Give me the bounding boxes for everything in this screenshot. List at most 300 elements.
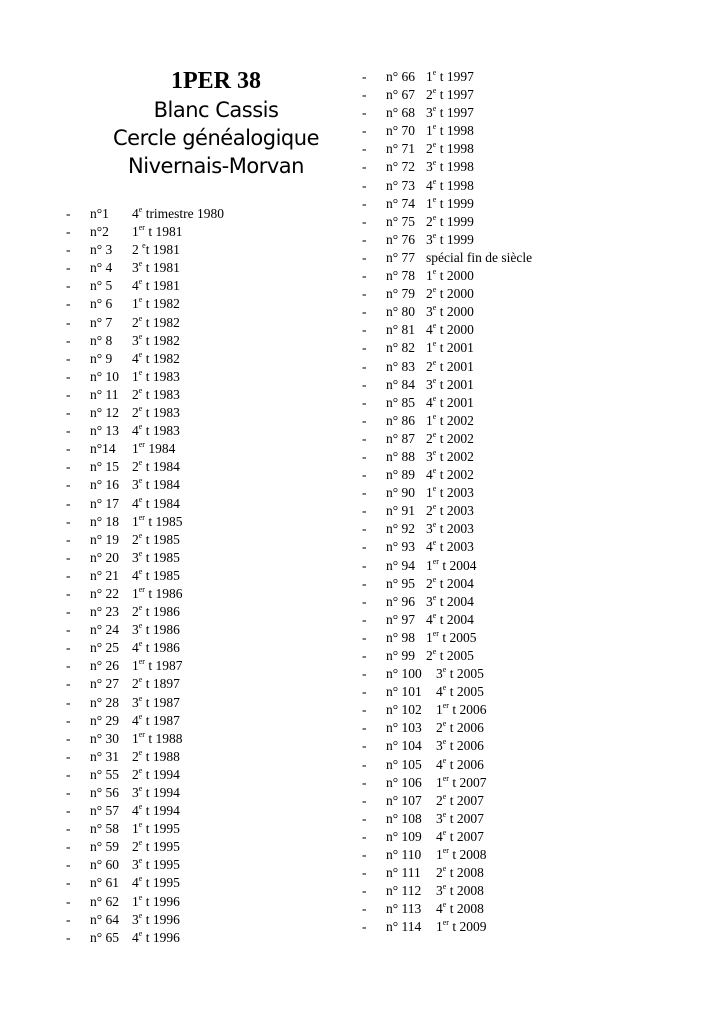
- issue-period: [132, 259, 180, 277]
- ordinal-suffix: e: [138, 566, 143, 576]
- period-text: t 2002: [436, 467, 474, 483]
- ordinal-suffix: e: [138, 259, 143, 269]
- period-text: 1: [132, 224, 139, 240]
- list-bullet: -: [362, 195, 367, 211]
- period-text: 2: [132, 405, 139, 421]
- ordinal-suffix: e: [432, 411, 437, 421]
- issue-number: n° 112: [386, 883, 422, 899]
- list-bullet: -: [362, 828, 367, 844]
- issue-period: [426, 557, 476, 575]
- list-bullet: -: [66, 405, 71, 421]
- issue-number: n° 57: [90, 803, 120, 819]
- list-bullet: -: [362, 231, 367, 247]
- issue-number: n° 75: [386, 213, 416, 229]
- period-text: 1: [426, 195, 433, 211]
- period-text: t 1986: [142, 640, 180, 656]
- ordinal-suffix: e: [138, 404, 143, 414]
- period-text: t 1987: [142, 694, 180, 710]
- period-text: 2: [132, 242, 143, 258]
- period-text: t 1998: [436, 141, 474, 157]
- period-text: t 1983: [142, 405, 180, 421]
- period-text: 2: [132, 386, 139, 402]
- period-text: t 2001: [436, 358, 474, 374]
- ordinal-suffix: e: [138, 331, 143, 341]
- list-bullet: -: [66, 658, 71, 674]
- period-text: 4: [426, 467, 433, 483]
- issue-period: [426, 575, 474, 593]
- ordinal-suffix: er: [138, 223, 145, 233]
- list-bullet: -: [66, 423, 71, 439]
- ordinal-suffix: e: [432, 321, 437, 331]
- issue-period: [436, 864, 484, 882]
- ordinal-suffix: e: [432, 375, 437, 385]
- issue-period: [132, 495, 180, 513]
- list-bullet: -: [66, 803, 71, 819]
- issue-number: n° 65: [90, 929, 120, 945]
- period-text: 4: [436, 901, 443, 917]
- period-text: t 1998: [436, 177, 474, 193]
- issue-number: n° 81: [386, 322, 416, 338]
- issue-period: [132, 893, 180, 911]
- issue-period: [436, 737, 484, 755]
- period-text: 2: [132, 459, 139, 475]
- list-bullet: -: [66, 549, 71, 565]
- issue-number: n° 93: [386, 539, 416, 555]
- issue-number: n° 61: [90, 875, 120, 891]
- issue-period: [132, 675, 180, 693]
- issue-number: n° 88: [386, 448, 416, 464]
- issue-number: n° 99: [386, 648, 416, 663]
- issue-number: n° 73: [386, 177, 416, 193]
- list-bullet: -: [362, 539, 367, 555]
- issue-period: [426, 394, 474, 412]
- ordinal-suffix: e: [432, 339, 437, 349]
- issue-number: n° 71: [386, 141, 416, 157]
- issue-number: n° 95: [386, 575, 416, 591]
- issue-period: [426, 177, 474, 195]
- issue-period: [426, 303, 474, 321]
- ordinal-suffix: er: [442, 701, 449, 711]
- period-text: t 1995: [142, 875, 180, 891]
- list-bullet: -: [66, 766, 71, 782]
- period-text: 3: [436, 666, 443, 682]
- list-bullet: -: [66, 712, 71, 728]
- issue-number: n° 105: [386, 756, 422, 772]
- list-bullet: -: [66, 694, 71, 710]
- issue-number: n° 21: [90, 567, 120, 583]
- issue-number: n° 17: [90, 495, 120, 511]
- issue-period: [436, 882, 484, 900]
- period-text: 1: [436, 919, 443, 935]
- period-text: 1: [426, 69, 433, 84]
- issue-period: [436, 774, 486, 792]
- period-text: 3: [426, 593, 433, 609]
- period-text: 3: [132, 332, 139, 348]
- issue-number: n° 60: [90, 857, 120, 873]
- period-text: t 1982: [142, 296, 180, 312]
- period-text: 4: [132, 803, 139, 819]
- ordinal-suffix: e: [138, 802, 143, 812]
- period-text: 1: [132, 368, 139, 384]
- period-text: t 1985: [142, 549, 180, 565]
- period-text: t 1982: [142, 350, 180, 366]
- issue-number: n° 8: [90, 332, 113, 348]
- period-text: 3: [426, 231, 433, 247]
- issue-period: [426, 104, 474, 122]
- ordinal-suffix: e: [432, 176, 437, 186]
- title-line-1: Blanc Cassis: [153, 98, 279, 122]
- period-text: t 2006: [446, 756, 484, 772]
- period-text: 2: [426, 286, 433, 302]
- issue-number: n° 96: [386, 593, 416, 609]
- ordinal-suffix: e: [138, 856, 143, 866]
- period-text: t 2006: [446, 738, 484, 754]
- period-text: 4: [132, 423, 139, 439]
- list-bullet: -: [66, 839, 71, 855]
- issue-period: [132, 838, 180, 856]
- ordinal-suffix: e: [442, 755, 447, 765]
- title-line-2: Cercle généalogique: [113, 126, 319, 150]
- period-text: t 1988: [142, 748, 180, 764]
- ordinal-suffix: e: [432, 267, 437, 277]
- period-text: 2: [132, 766, 139, 782]
- period-text: 3: [132, 694, 139, 710]
- period-text: 2: [132, 748, 139, 764]
- period-text: spécial fin de siècle: [426, 249, 533, 265]
- list-bullet: -: [66, 785, 71, 800]
- ordinal-suffix: e: [442, 809, 447, 819]
- period-text: t 2001: [436, 376, 474, 392]
- issue-period: [132, 277, 180, 295]
- period-text: 2: [132, 604, 139, 620]
- issue-period: [132, 531, 180, 549]
- period-text: 2: [436, 720, 443, 736]
- issue-period: [132, 766, 180, 784]
- ordinal-suffix: e: [442, 665, 447, 675]
- list-bullet: -: [362, 919, 367, 935]
- ordinal-suffix: e: [432, 122, 437, 132]
- issue-period: [132, 748, 180, 766]
- period-text: t 2007: [448, 774, 487, 790]
- issue-number: n° 4: [90, 260, 113, 276]
- ordinal-suffix: e: [138, 422, 143, 432]
- issue-number: n° 7: [90, 314, 113, 330]
- period-text: t 1986: [142, 622, 180, 638]
- issue-number: n° 28: [90, 694, 120, 710]
- ordinal-suffix: e: [138, 295, 143, 305]
- period-text: t 1995: [142, 839, 180, 855]
- period-text: 4: [132, 929, 139, 945]
- period-text: t 2008: [446, 883, 484, 899]
- ordinal-suffix: e: [432, 230, 437, 240]
- ordinal-suffix: e: [432, 104, 437, 114]
- list-bullet: -: [66, 296, 71, 312]
- list-bullet: -: [66, 332, 71, 348]
- list-bullet: -: [362, 87, 367, 103]
- issue-period: [132, 295, 180, 313]
- ordinal-suffix: e: [138, 910, 143, 920]
- period-text: 4: [132, 567, 139, 583]
- period-text: 1: [132, 296, 139, 312]
- period-text: t 1994: [142, 766, 180, 782]
- issue-period: [132, 205, 224, 223]
- list-bullet: -: [66, 260, 71, 276]
- issue-number: n° 111: [386, 865, 421, 881]
- list-bullet: -: [362, 69, 367, 84]
- issue-period: [132, 440, 175, 458]
- period-text: 3: [132, 857, 139, 873]
- issue-number: n° 64: [90, 911, 120, 927]
- list-bullet: -: [362, 376, 367, 392]
- ordinal-suffix: e: [138, 820, 143, 830]
- issue-period: [426, 484, 474, 502]
- issue-period: [436, 810, 484, 828]
- ordinal-suffix: e: [432, 574, 437, 584]
- issue-number: n° 6: [90, 296, 113, 312]
- issue-period: [132, 458, 180, 476]
- issue-period: [436, 792, 484, 810]
- ordinal-suffix: er: [432, 628, 439, 638]
- period-text: 1: [426, 557, 433, 573]
- issue-number: n°2: [90, 224, 109, 240]
- issue-period: [426, 502, 474, 520]
- ordinal-suffix: e: [138, 675, 143, 685]
- list-bullet: -: [362, 286, 367, 302]
- ordinal-suffix: e: [138, 205, 143, 214]
- list-bullet: -: [66, 857, 71, 873]
- period-text: 2: [426, 87, 433, 103]
- issue-period: [132, 874, 180, 892]
- ordinal-suffix: er: [138, 512, 145, 522]
- issue-number: n°14: [90, 441, 116, 457]
- ordinal-suffix: e: [432, 502, 437, 512]
- issue-number: n° 98: [386, 629, 416, 645]
- period-text: t 1997: [436, 87, 474, 103]
- list-bullet: -: [66, 567, 71, 583]
- period-text: 3: [426, 521, 433, 537]
- list-bullet: -: [362, 738, 367, 754]
- period-text: 4: [132, 206, 139, 221]
- period-text: t 2003: [436, 485, 474, 501]
- period-text: 1: [426, 412, 433, 428]
- period-text: 1: [436, 774, 443, 790]
- period-text: 1: [132, 893, 139, 909]
- period-text: t 1996: [142, 929, 180, 945]
- period-text: t 2002: [436, 430, 474, 446]
- issue-number: n° 16: [90, 477, 120, 493]
- period-text: t 1987: [142, 712, 180, 728]
- period-text: 3: [132, 785, 139, 800]
- issue-number: n° 97: [386, 611, 416, 627]
- ordinal-suffix: e: [432, 357, 437, 367]
- issue-number: n° 80: [386, 304, 416, 320]
- list-bullet: -: [66, 604, 71, 620]
- issue-number: n° 114: [386, 919, 422, 935]
- issue-period: [426, 195, 474, 213]
- period-text: t 1986: [144, 585, 183, 601]
- issue-number: n° 107: [386, 792, 422, 808]
- period-text: t 2000: [436, 322, 474, 338]
- issue-period: [426, 213, 474, 231]
- period-text: 2: [426, 213, 433, 229]
- ordinal-suffix: er: [138, 729, 145, 739]
- period-text: 3: [426, 376, 433, 392]
- issue-number: n° 66: [386, 69, 416, 84]
- ordinal-suffix: e: [432, 466, 437, 476]
- period-text: 2: [436, 865, 443, 881]
- issue-period: [436, 719, 484, 737]
- period-text: 4: [436, 684, 443, 700]
- period-text: 2: [132, 839, 139, 855]
- list-bullet: -: [66, 911, 71, 927]
- period-text: t 2008: [448, 847, 487, 863]
- period-text: 1: [132, 730, 139, 746]
- issue-number: n° 62: [90, 893, 120, 909]
- period-text: 4: [426, 611, 433, 627]
- issue-number: n° 106: [386, 774, 422, 790]
- issue-number: n° 27: [90, 676, 120, 692]
- ordinal-suffix: er: [442, 846, 449, 856]
- ordinal-suffix: e: [432, 484, 437, 494]
- list-bullet: -: [362, 105, 367, 121]
- period-text: t 1981: [142, 278, 180, 294]
- period-text: t 2000: [436, 304, 474, 320]
- list-bullet: -: [362, 774, 367, 790]
- list-bullet: -: [362, 521, 367, 537]
- period-text: t 2005: [446, 684, 484, 700]
- issue-number: n° 59: [90, 839, 120, 855]
- period-text: 2: [132, 531, 139, 547]
- list-bullet: -: [362, 358, 367, 374]
- issue-number: n° 31: [90, 748, 120, 764]
- issue-number: n° 67: [386, 87, 416, 103]
- list-bullet: -: [362, 883, 367, 899]
- period-text: t 1996: [142, 893, 180, 909]
- issue-number: n° 26: [90, 658, 120, 674]
- list-bullet: -: [66, 531, 71, 547]
- ordinal-suffix: er: [442, 773, 449, 783]
- list-bullet: -: [66, 206, 71, 221]
- period-text: 3: [132, 477, 139, 493]
- ordinal-suffix: e: [432, 393, 437, 403]
- ordinal-suffix: e: [432, 538, 437, 548]
- issue-period: [436, 918, 486, 936]
- period-text: t 1983: [142, 368, 180, 384]
- period-text: 1: [436, 847, 443, 863]
- period-text: 4: [426, 177, 433, 193]
- period-text: t 1983: [142, 423, 180, 439]
- ordinal-suffix: e: [138, 385, 143, 395]
- issue-number: n° 58: [90, 821, 120, 837]
- issue-number: n° 102: [386, 702, 422, 718]
- list-bullet: -: [362, 810, 367, 826]
- issue-number: n° 23: [90, 604, 120, 620]
- issue-number: n° 109: [386, 828, 422, 844]
- list-bullet: -: [66, 242, 71, 258]
- period-text: 1: [426, 629, 433, 645]
- issue-period: [426, 158, 474, 176]
- list-bullet: -: [362, 702, 367, 718]
- period-text: t 2008: [446, 865, 484, 881]
- list-bullet: -: [362, 177, 367, 193]
- list-bullet: -: [362, 467, 367, 483]
- ordinal-suffix: er: [442, 918, 449, 928]
- list-bullet: -: [362, 611, 367, 627]
- period-text: t 2004: [436, 611, 474, 627]
- ordinal-suffix: e: [138, 892, 143, 902]
- period-text: t 2001: [436, 340, 474, 356]
- issue-number: n° 100: [386, 666, 422, 682]
- list-bullet: -: [66, 477, 71, 493]
- period-text: 3: [132, 549, 139, 565]
- period-text: 4: [436, 756, 443, 772]
- list-bullet: -: [362, 249, 367, 265]
- issue-period: [426, 538, 474, 556]
- title-line-3: Nivernais-Morvan: [128, 154, 304, 178]
- period-text: t 1996: [142, 911, 180, 927]
- issue-number: n° 19: [90, 531, 120, 547]
- period-text: t 2004: [438, 557, 477, 573]
- issue-period: [426, 68, 474, 86]
- issue-number: n° 12: [90, 405, 120, 421]
- list-bullet: -: [362, 901, 367, 917]
- ordinal-suffix: e: [138, 838, 143, 848]
- issue-number: n° 94: [386, 557, 416, 573]
- period-text: 2: [426, 648, 433, 663]
- issue-number: n° 68: [386, 105, 416, 121]
- issue-number: n° 5: [90, 278, 113, 294]
- period-text: t 1981: [142, 260, 180, 276]
- issue-number: n° 29: [90, 712, 120, 728]
- list-bullet: -: [362, 648, 367, 663]
- ordinal-suffix: e: [432, 68, 437, 77]
- issue-period: [436, 900, 484, 918]
- issue-number: n° 74: [386, 195, 416, 211]
- period-text: 3: [132, 622, 139, 638]
- ordinal-suffix: e: [138, 313, 143, 323]
- period-text: 3: [132, 260, 139, 276]
- issue-period: [132, 241, 180, 259]
- issue-period: [132, 712, 180, 730]
- period-text: t 2000: [436, 268, 474, 284]
- list-bullet: -: [66, 875, 71, 891]
- period-text: 2: [436, 792, 443, 808]
- issue-period: [132, 639, 180, 657]
- period-text: 1: [132, 441, 139, 457]
- issue-number: n° 70: [386, 123, 416, 139]
- ordinal-suffix: e: [432, 194, 437, 204]
- issue-period: [132, 802, 180, 820]
- list-bullet: -: [362, 268, 367, 284]
- ordinal-suffix: e: [442, 683, 447, 693]
- period-text: 1: [132, 821, 139, 837]
- issue-period: [426, 448, 474, 466]
- period-text: t 1988: [144, 730, 183, 746]
- list-bullet: -: [66, 459, 71, 475]
- issue-period: [436, 756, 484, 774]
- period-text: t 2007: [446, 828, 484, 844]
- issue-number: n° 22: [90, 585, 120, 601]
- issue-number: n° 110: [386, 847, 422, 863]
- issue-number: n° 15: [90, 459, 120, 475]
- period-text: 4: [132, 495, 139, 511]
- issue-number: n° 84: [386, 376, 416, 392]
- issue-period: [426, 140, 474, 158]
- list-bullet: -: [362, 865, 367, 881]
- period-text: t 1897: [142, 676, 180, 692]
- period-text: 2: [426, 575, 433, 591]
- list-bullet: -: [362, 503, 367, 519]
